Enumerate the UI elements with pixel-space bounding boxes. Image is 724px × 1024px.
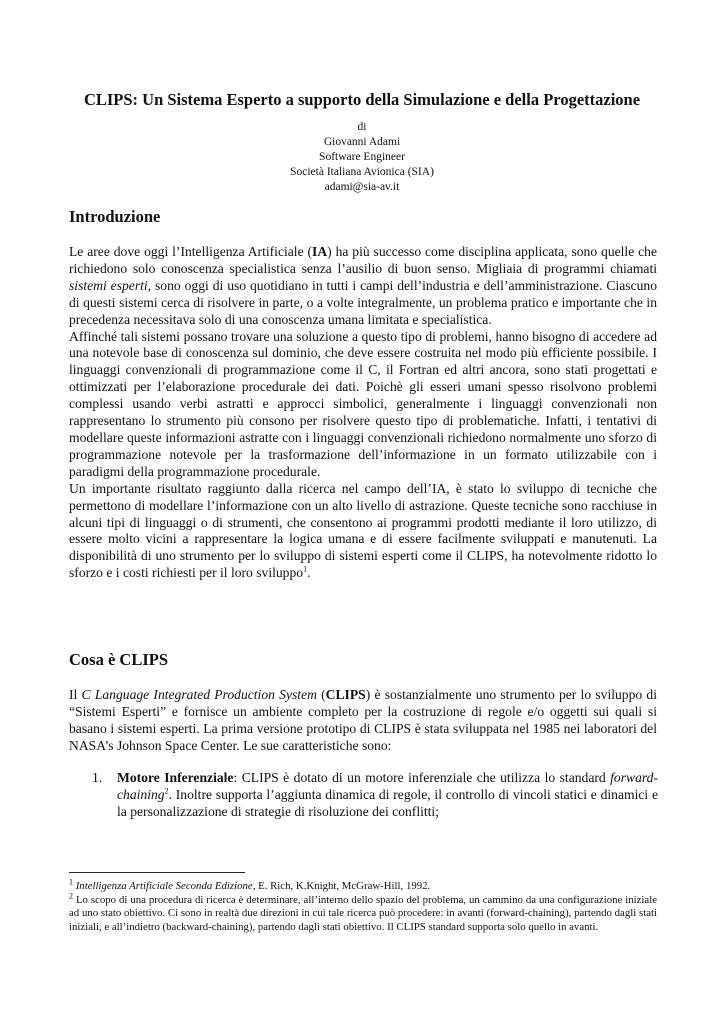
footnote-ref-1: 1 (303, 564, 308, 574)
author-email: adami@sia-av.it (324, 181, 400, 193)
list-item-text-1: : CLIPS è dotato di un motore inferenziale che utilizza lo standard (233, 770, 611, 785)
author-block (40, 120, 684, 195)
intro-paragraph-3 (69, 481, 657, 582)
clips-p1-italic-name: C Language Integrated Production System (81, 687, 317, 702)
footnote-1-mark: 1 (69, 877, 73, 887)
footnote-2 (69, 891, 657, 935)
intro-p3-text-1: Un importante risultato raggiunto dalla ricerca nel campo dell’IA, è stato lo sviluppo di tecniche che permettono di modellare l’informazione con un alto livello di astrazione. Queste tecniche sono racchiuse in alcuni tipi di linguaggi o di strumenti, che consentono ai programmi prodotti mediante il loro utilizzo, di essere molto vicini a rappresentare la logica umana e di essere facilmente sviluppati e manutenuti. La disponibilità di uno strumento per lo sviluppo di sistemi esperti come il CLIPS, ha notevolmente ridotto lo sforzo e i costi richiesti per il loro sviluppo (69, 480, 657, 581)
intro-p1-text-2: ) ha più successo come disciplina applicata, sono quelle che richiedono solo conoscenza specialistica senza l’ausilio di buon senso. Migliaia di programmi chiamati (69, 244, 657, 276)
list-item-label: Motore Inferenziale (117, 770, 234, 785)
footnotes (69, 877, 657, 934)
footnote-1-title: Intelligenza Artificiale Seconda Edizione (75, 880, 253, 892)
footnote-1 (69, 877, 657, 894)
author-name: Giovanni Adami (323, 136, 401, 148)
clips-paragraph-1 (69, 687, 657, 755)
intro-heading: Introduzione (69, 207, 161, 226)
author-role: Software Engineer (319, 151, 405, 163)
clips-p1-text-2: ( (316, 687, 326, 702)
intro-p1-text-3: , sono oggi di uso quotidiano in tutti i campi dell’industria e dell’amministrazione. Ciascuno di questi sistemi cerca di risolvere in parte, o a volte integralmente, un problema pratico e importante che in precedenza necessitava solo di una conoscenza umana limitata e specialistica. (69, 277, 657, 327)
clips-p1-bold-clips: CLIPS (325, 687, 366, 702)
footnote-separator (69, 872, 245, 873)
footnote-1-text: , E. Rich, K.Knight, McGraw-Hill, 1992. (252, 880, 431, 892)
footnote-ref-2: 2 (164, 786, 169, 796)
footnote-2-text: Lo scopo di una procedura di ricerca è determinare, all’interno dello spazio del problema, un cammino da una configurazione iniziale ad uno stato obiettivo. Ci sono in realtà due direzioni in cui tale ricerca può procedere: in avanti (forward-chaining), partendo dagli stati iniziali, e all’indietro (backward-chaining), partendo dagli stati obiettivo. Il CLIPS standard supporta solo quello in avanti. (69, 893, 657, 933)
clips-p1-text-3: ) è sostanzialmente uno strumento per lo sviluppo di “Sistemi Esperti” e fornisce un ambiente completo per la costruzione di regole e/o oggetti sui quali si basano i sistemi esperti. La prima versione prototipo di CLIPS è stata sviluppata nel 1985 nei laboratori del NASA’s Johnson Space Center. Le sue caratteristiche sono: (69, 687, 657, 753)
list-item-body (117, 770, 658, 821)
list-item (92, 770, 658, 821)
document-title: CLIPS: Un Sistema Esperto a supporto della Simulazione e della Progettazione (83, 90, 641, 109)
list-item-number: 1. (92, 770, 103, 785)
intro-p1-italic-sistemi-esperti: sistemi esperti (69, 277, 148, 293)
intro-p1-bold-ia: IA (312, 244, 328, 259)
author-company: Società Italiana Avionica (SIA) (290, 166, 434, 178)
features-list (92, 770, 658, 821)
intro-p1-text-1: Le aree dove oggi l’Intelligenza Artificiale ( (69, 244, 313, 259)
intro-body (69, 244, 657, 582)
list-item-text-2: . Inoltre supporta l’aggiunta dinamica di regole, il controllo di vincoli statici e dinamici e la personalizzazione di strategie di risoluzione dei conflitti; (117, 786, 658, 819)
list-item-italic-forward-chaining: forward-chaining (117, 770, 658, 802)
intro-paragraph-1 (69, 244, 657, 329)
clips-heading: Cosa è CLIPS (69, 650, 169, 669)
author-by: di (357, 121, 367, 133)
clips-p1-text-1: Il (69, 687, 82, 702)
clips-body (69, 687, 657, 755)
intro-p3-text-2: . (307, 565, 311, 581)
intro-paragraph-2: Affinché tali sistemi possano trovare una soluzione a questo tipo di problemi, hanno bisogno di accedere ad una notevole base di conoscenza sul dominio, che deve essere costruita nel modo più efficiente possibile. I linguaggi convenzionali di programmazione come il C, il Fortran ed altri ancora, sono stati progettati e ottimizzati per l’elaborazione procedurale dei dati. Poichè gli esseri umani spesso risolvono problemi complessi usando verbi astratti e approcci simbolici, generalmente i linguaggi convenzionali non rappresentano lo strumento più consono per risolvere questo tipo di problematiche. Infatti, i tentativi di modellare queste informazioni astratte con i linguaggi convenzionali richiedono normalmente uno sforzo di programmazione notevole per la trasformazione dell’informazione in un formato utilizzabile con i paradigmi della programmazione procedurale. (69, 328, 657, 479)
footnote-2-mark: 2 (69, 891, 73, 900)
